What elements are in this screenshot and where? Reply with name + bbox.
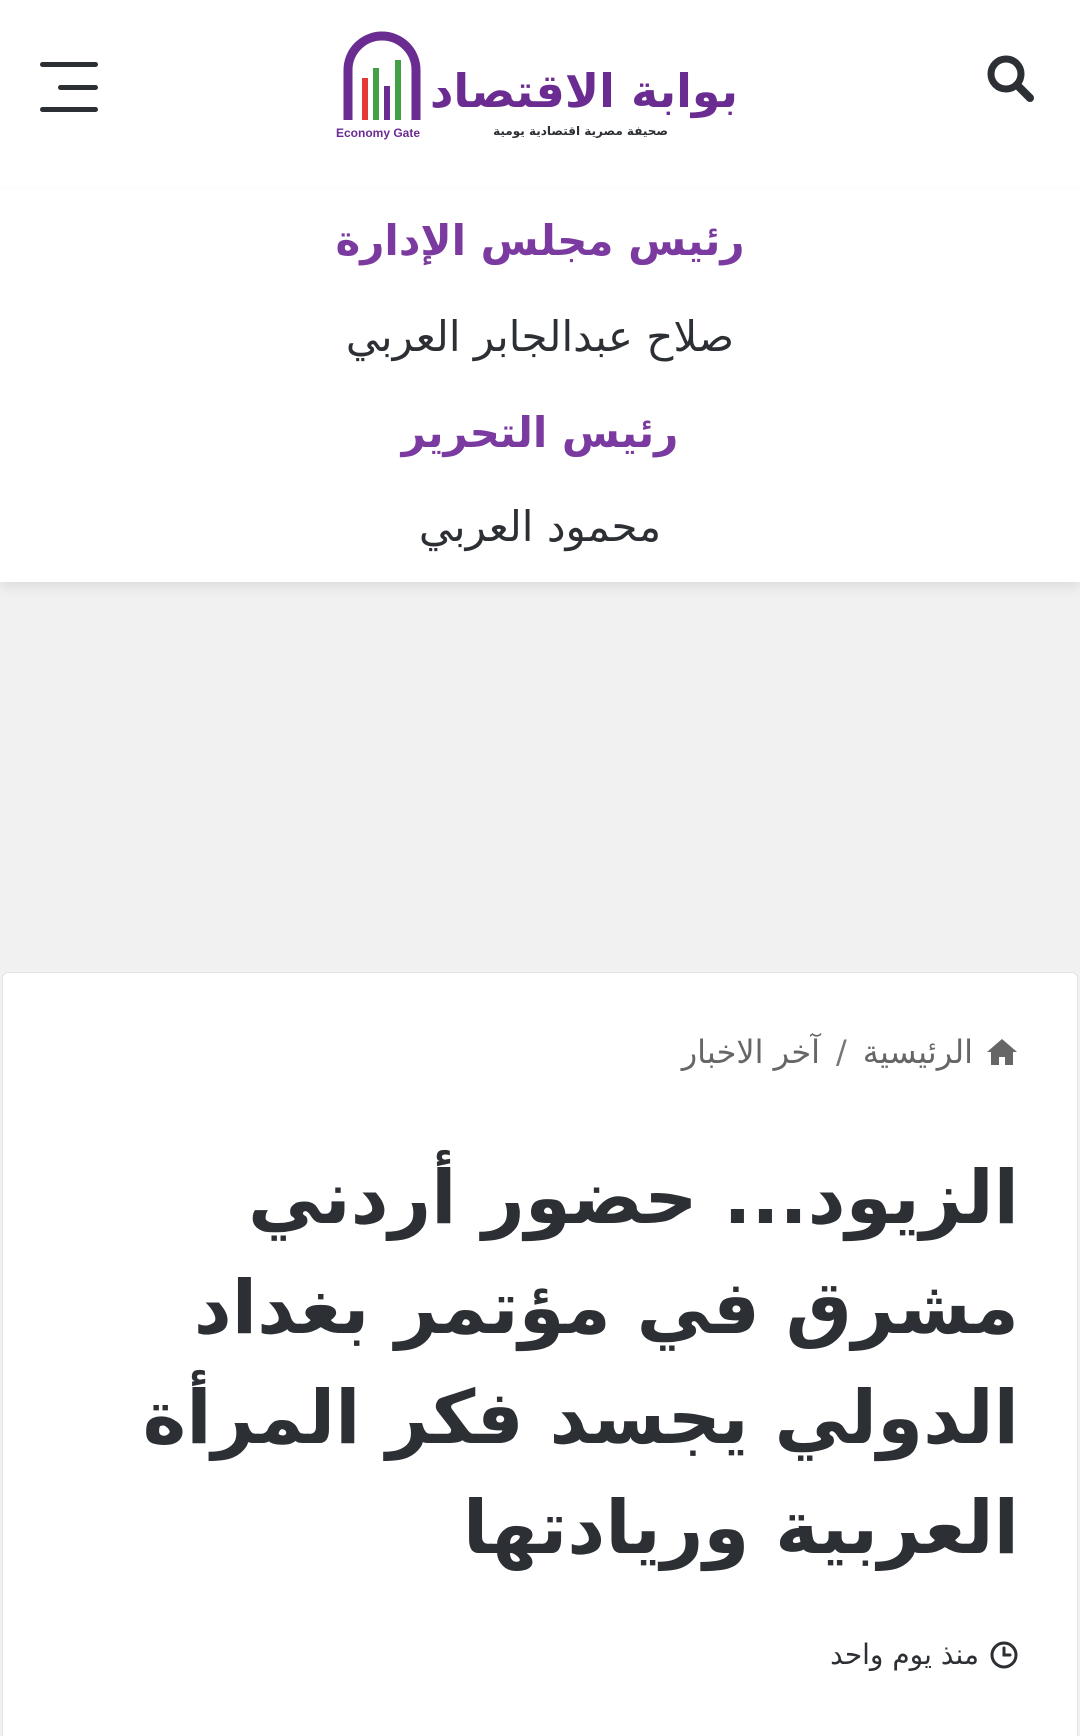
logo-arabic-name: بوابة الاقتصاد — [429, 64, 738, 118]
editor-name: محمود العربي — [418, 502, 662, 551]
breadcrumb-separator: / — [836, 1033, 847, 1071]
article-meta — [830, 1638, 1019, 1671]
chairman-title: رئيس مجلس الإدارة — [335, 216, 745, 265]
hamburger-menu-button[interactable] — [40, 62, 100, 112]
breadcrumb — [682, 1033, 1019, 1071]
menu-line — [40, 62, 98, 67]
editor-title: رئيس التحرير — [401, 408, 679, 457]
logo-english-name: Economy Gate — [336, 126, 421, 140]
breadcrumb-section-link[interactable]: آخر الاخبار — [681, 1033, 820, 1071]
search-icon[interactable] — [980, 48, 1040, 108]
ad-space — [0, 582, 1080, 972]
clock-icon — [989, 1640, 1019, 1670]
article-card — [2, 972, 1078, 1736]
editorial-board — [0, 190, 1080, 582]
article-date: منذ يوم واحد — [830, 1638, 979, 1671]
logo-tagline: صحيفة مصرية اقتصادية يومية — [493, 124, 668, 138]
breadcrumb-home-link[interactable]: الرئيسية — [862, 1033, 973, 1071]
menu-line — [58, 85, 98, 90]
article-title: الزيود... حضور أردني مشرق في مؤتمر بغداد الدولي يجسد فكر المرأة العربية وريادتها — [142, 1155, 1019, 1571]
logo-chart-icon — [342, 30, 422, 130]
menu-line — [40, 107, 98, 112]
chairman-name: صلاح عبدالجابر العربي — [345, 312, 735, 361]
site-logo[interactable] — [336, 30, 746, 150]
home-icon[interactable] — [985, 1037, 1019, 1067]
site-header — [0, 0, 1080, 190]
